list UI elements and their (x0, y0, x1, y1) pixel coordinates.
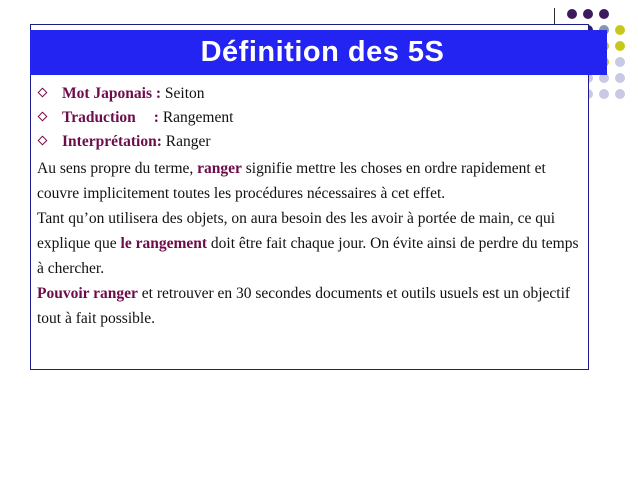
decorative-dot (615, 73, 625, 83)
bullet-label: Interprétation: (62, 133, 162, 150)
bullet-label: Mot Japonais : (62, 85, 162, 102)
bullet-item-translation (37, 106, 585, 130)
diamond-bullet-icon (38, 88, 48, 98)
slide-title: Définition des 5S (200, 36, 445, 68)
bullet-item-interpretation (37, 130, 585, 154)
highlighted-term: Pouvoir ranger (37, 285, 138, 302)
paragraph-text: Au sens propre du terme, (37, 160, 194, 177)
paragraph-usage (37, 206, 585, 281)
highlighted-term: le rangement (120, 235, 208, 252)
decorative-dot (599, 89, 609, 99)
paragraph-definition (37, 156, 585, 206)
diamond-bullet-icon (38, 112, 48, 122)
bullet-label: Traduction (62, 109, 136, 126)
highlighted-term: ranger (197, 160, 242, 177)
decorative-dot (615, 89, 625, 99)
decorative-dot (583, 9, 593, 19)
decorative-dot (615, 57, 625, 67)
decorative-dot (615, 25, 625, 35)
slide-title-band (30, 30, 607, 75)
bullet-item-japanese-word (37, 82, 585, 106)
bullet-value: Ranger (165, 133, 211, 150)
paragraph-objective (37, 281, 585, 331)
paragraph-text: et retrouver en 30 secondes documents et outils usuels est un objectif tout à fait possible. (37, 285, 571, 327)
diamond-bullet-icon (38, 136, 48, 146)
decorative-dot (615, 41, 625, 51)
bullet-value: Rangement (162, 109, 234, 126)
bullet-separator: : (153, 109, 159, 126)
slide-body (37, 82, 585, 331)
paragraph-text: signifie mettre les choses en ordre rapidement et couvre implicitement toutes les procédures nécessaires à cet effet. (37, 160, 546, 202)
paragraph-text: Tant qu’on utilisera des objets, on aura besoin des les avoir à portée de main, ce qui explique que (37, 210, 556, 252)
paragraph-text: doit être fait chaque jour. On évite ainsi de perdre du temps à chercher. (37, 235, 579, 277)
decorative-dot (567, 9, 577, 19)
decorative-dot (599, 9, 609, 19)
bullet-value: Seiton (164, 85, 205, 102)
